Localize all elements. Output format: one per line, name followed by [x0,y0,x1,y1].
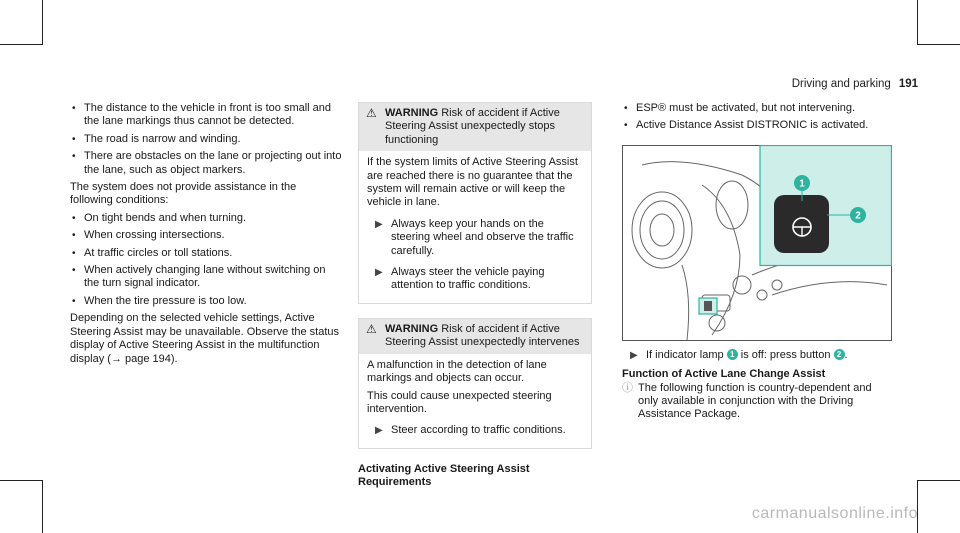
warning-header [359,319,591,354]
warning-text: A malfunction in the detection of lane markings and objects can occur. [367,358,547,385]
paragraph: The system does not provide assistance in the following conditions: [70,181,297,207]
crop-mark [917,44,960,45]
warning-body [359,151,591,303]
steering-wheel-illustration [622,145,892,341]
page-header [792,78,918,90]
page-number: 191 [898,78,918,90]
indicator-lamp-marker: 1 [727,349,738,360]
instruction-step [367,424,583,437]
arrow-icon: ▶ [375,218,383,230]
warning-triangle-icon: ⚠ [366,106,377,120]
step-text: . [844,348,848,361]
figure-marker: 2 [855,210,861,222]
warning-box [358,318,592,449]
column-left [70,102,342,370]
warning-label: WARNING [385,322,439,335]
warning-text: If the system limits of Active Steering Assist are reached there is no guarantee that the system will remain active or will keep the vehicle in lane. [367,156,578,209]
step-text: If indicator lamp [646,348,724,361]
section-heading: Function of Active Lane Change Assist [622,368,826,381]
warning-label: WARNING [385,107,439,119]
step-text: is off: press button [740,348,831,361]
step-text: Always keep your hands on the steering wheel and observe the traffic carefully. [391,217,574,257]
crop-mark [917,0,918,45]
arrow-icon: ▶ [375,267,383,279]
warning-title: Risk of accident if Active Steering Assist unexpectedly stops functioning [385,107,560,146]
requirements-heading: Requirements [358,476,432,489]
figure-marker: 1 [799,178,805,190]
cockpit-drawing [622,145,892,341]
crop-mark [0,480,43,481]
instruction-step [367,266,583,293]
list-item: • On tight bends and when turning. [70,212,342,225]
warning-title: Risk of accident if Active Steering Assist unexpectedly intervenes [385,322,580,349]
warning-body [359,354,591,448]
list-item: • When crossing intersections. [70,229,342,242]
warning-triangle-icon: ⚠ [366,321,377,336]
instruction-step [367,218,583,258]
step-text: Steer according to traffic conditions. [391,424,566,437]
section-title: Driving and parking [791,78,891,90]
crop-mark [917,480,960,481]
watermark: carmanualsonline.info [751,505,918,522]
info-note [622,382,892,422]
column-right [622,102,892,422]
list-item: • At traffic circles or toll stations. [70,247,342,260]
warning-text: This could cause unexpected steering intervention. [367,389,552,415]
instruction-step [622,349,892,362]
column-middle [358,102,592,490]
section-heading: Activating Active Steering Assist [358,462,530,475]
list-item: • ESP® must be activated, but not intervening. [622,102,892,115]
paragraph: Depending on the selected vehicle settings, Active Steering Assist may be unavailable. Observe the status display of Active Steering Assist in the multifunction display (→ page 194). [70,312,340,365]
crop-mark [42,0,43,45]
arrow-icon: ▶ [630,349,638,361]
step-text: Always steer the vehicle paying attention to traffic conditions. [391,266,545,292]
info-icon: ⓘ [622,381,633,394]
list-item: • The road is narrow and winding. [70,133,342,146]
arrow-icon: ▶ [375,425,383,437]
list-item: • Active Distance Assist DISTRONIC is activated. [622,119,892,132]
warning-header [359,103,591,151]
list-item: • The distance to the vehicle in front is too small and the lane markings thus cannot be detected. [70,102,342,129]
crop-mark [42,480,43,533]
list-item: • When actively changing lane without switching on the turn signal indicator. [70,264,342,291]
warning-box [358,102,592,304]
note-text: The following function is country-dependent and only available in conjunction with the Driving Assistance Package. [638,381,872,421]
crop-mark [0,44,43,45]
list-item: • When the tire pressure is too low. [70,295,342,308]
list-item: • There are obstacles on the lane or projecting out into the lane, such as object markers. [70,150,342,177]
button-marker: 2 [834,349,845,360]
